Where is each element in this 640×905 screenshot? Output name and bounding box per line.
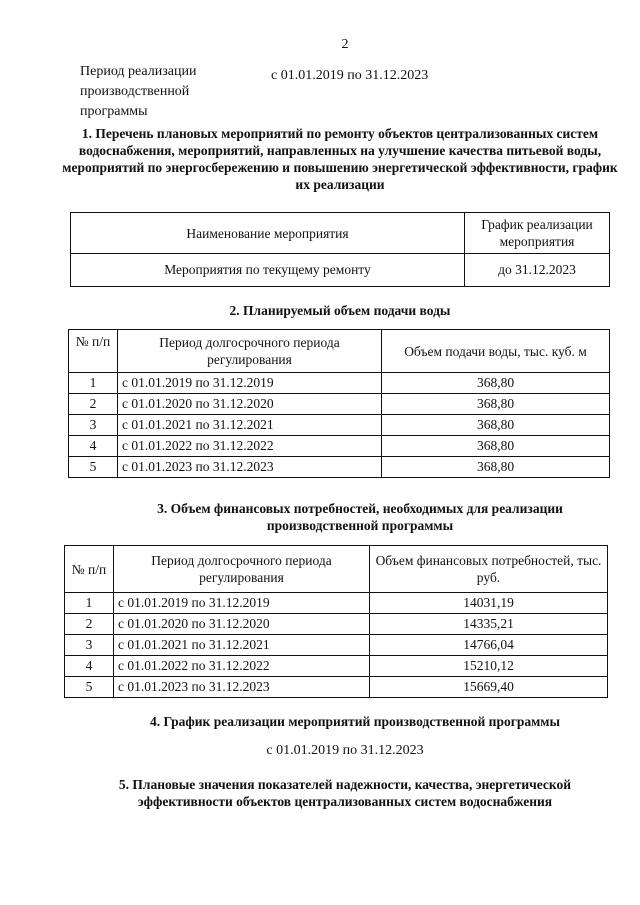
value-cell: 15669,40 xyxy=(370,677,608,698)
period-cell: с 01.01.2023 по 31.12.2023 xyxy=(118,457,382,478)
header-cell: Наименование мероприятия xyxy=(71,213,465,254)
header-cell: Объем подачи воды, тыс. куб. м xyxy=(382,330,610,373)
value-cell: 14766,04 xyxy=(370,635,608,656)
table-row xyxy=(69,415,610,436)
water-volume-table xyxy=(68,329,610,478)
row-number-cell: 1 xyxy=(69,373,118,394)
period-cell: с 01.01.2021 по 31.12.2021 xyxy=(118,415,382,436)
period-cell: с 01.01.2019 по 31.12.2019 xyxy=(114,593,370,614)
table-row xyxy=(69,394,610,415)
period-cell: с 01.01.2023 по 31.12.2023 xyxy=(114,677,370,698)
period-cell: с 01.01.2022 по 31.12.2022 xyxy=(118,436,382,457)
period-cell: с 01.01.2019 по 31.12.2019 xyxy=(118,373,382,394)
page-number: 2 xyxy=(341,37,349,52)
row-number-cell: 2 xyxy=(65,614,114,635)
measure-name-cell: Мероприятия по текущему ремонту xyxy=(71,254,465,287)
row-number-cell: 3 xyxy=(69,415,118,436)
value-cell: 15210,12 xyxy=(370,656,608,677)
row-number-cell: 2 xyxy=(69,394,118,415)
row-number-cell: 5 xyxy=(69,457,118,478)
row-number-cell: 4 xyxy=(65,656,114,677)
table-row xyxy=(65,656,608,677)
value-cell: 368,80 xyxy=(382,436,610,457)
table-row xyxy=(69,457,610,478)
value-cell: 368,80 xyxy=(382,415,610,436)
value-cell: 14335,21 xyxy=(370,614,608,635)
section4-heading: 4. График реализации мероприятий производственной программы xyxy=(149,714,561,729)
table-header-row xyxy=(69,330,610,373)
table-row xyxy=(71,254,610,287)
section3-heading: 3. Объем финансовых потребностей, необходимых для реализации производственной программы xyxy=(157,501,563,533)
header-cell: Период долгосрочного периода регулирования xyxy=(114,546,370,593)
table-row xyxy=(65,677,608,698)
header-cell: График реализации мероприятия xyxy=(465,213,610,254)
value-cell: 368,80 xyxy=(382,373,610,394)
section1-heading: 1. Перечень плановых мероприятий по ремонту объектов централизованных систем водоснабжения, мероприятий, направленных на улучшение качества питьевой воды, мероприятий по энергосбережению и повышению энергетической эффективности, график их реализации xyxy=(62,126,618,192)
period-cell: с 01.01.2022 по 31.12.2022 xyxy=(114,656,370,677)
measures-table xyxy=(70,212,610,287)
value-cell: 14031,19 xyxy=(370,593,608,614)
financial-needs-table xyxy=(64,545,608,698)
measure-schedule-cell: до 31.12.2023 xyxy=(465,254,610,287)
period-label-line: Период реализации xyxy=(80,64,197,79)
row-number-cell: 3 xyxy=(65,635,114,656)
header-cell: № п/п xyxy=(69,330,118,373)
table-row xyxy=(65,593,608,614)
header-cell: Период долгосрочного периода регулирования xyxy=(118,330,382,373)
section2-heading: 2. Планируемый объем подачи воды xyxy=(229,303,451,318)
period-cell: с 01.01.2020 по 31.12.2020 xyxy=(118,394,382,415)
value-cell: 368,80 xyxy=(382,457,610,478)
header-cell: Объем финансовых потребностей, тыс. руб. xyxy=(370,546,608,593)
row-number-cell: 1 xyxy=(65,593,114,614)
row-number-cell: 5 xyxy=(65,677,114,698)
table-row xyxy=(69,436,610,457)
table-row xyxy=(65,614,608,635)
table-header-row xyxy=(65,546,608,593)
table-row xyxy=(69,373,610,394)
section5-heading: 5. Плановые значения показателей надежности, качества, энергетической эффективности объектов централизованных систем водоснабжения xyxy=(118,777,572,809)
header-cell: № п/п xyxy=(65,546,114,593)
period-label xyxy=(80,62,250,122)
table-header-row xyxy=(71,213,610,254)
period-cell: с 01.01.2020 по 31.12.2020 xyxy=(114,614,370,635)
period-label-line: производственной xyxy=(80,84,190,99)
section4-period: с 01.01.2019 по 31.12.2023 xyxy=(266,743,424,758)
value-cell: 368,80 xyxy=(382,394,610,415)
period-value: с 01.01.2019 по 31.12.2023 xyxy=(271,68,429,83)
table-row xyxy=(65,635,608,656)
period-cell: с 01.01.2021 по 31.12.2021 xyxy=(114,635,370,656)
period-label-line: программы xyxy=(80,104,148,119)
row-number-cell: 4 xyxy=(69,436,118,457)
